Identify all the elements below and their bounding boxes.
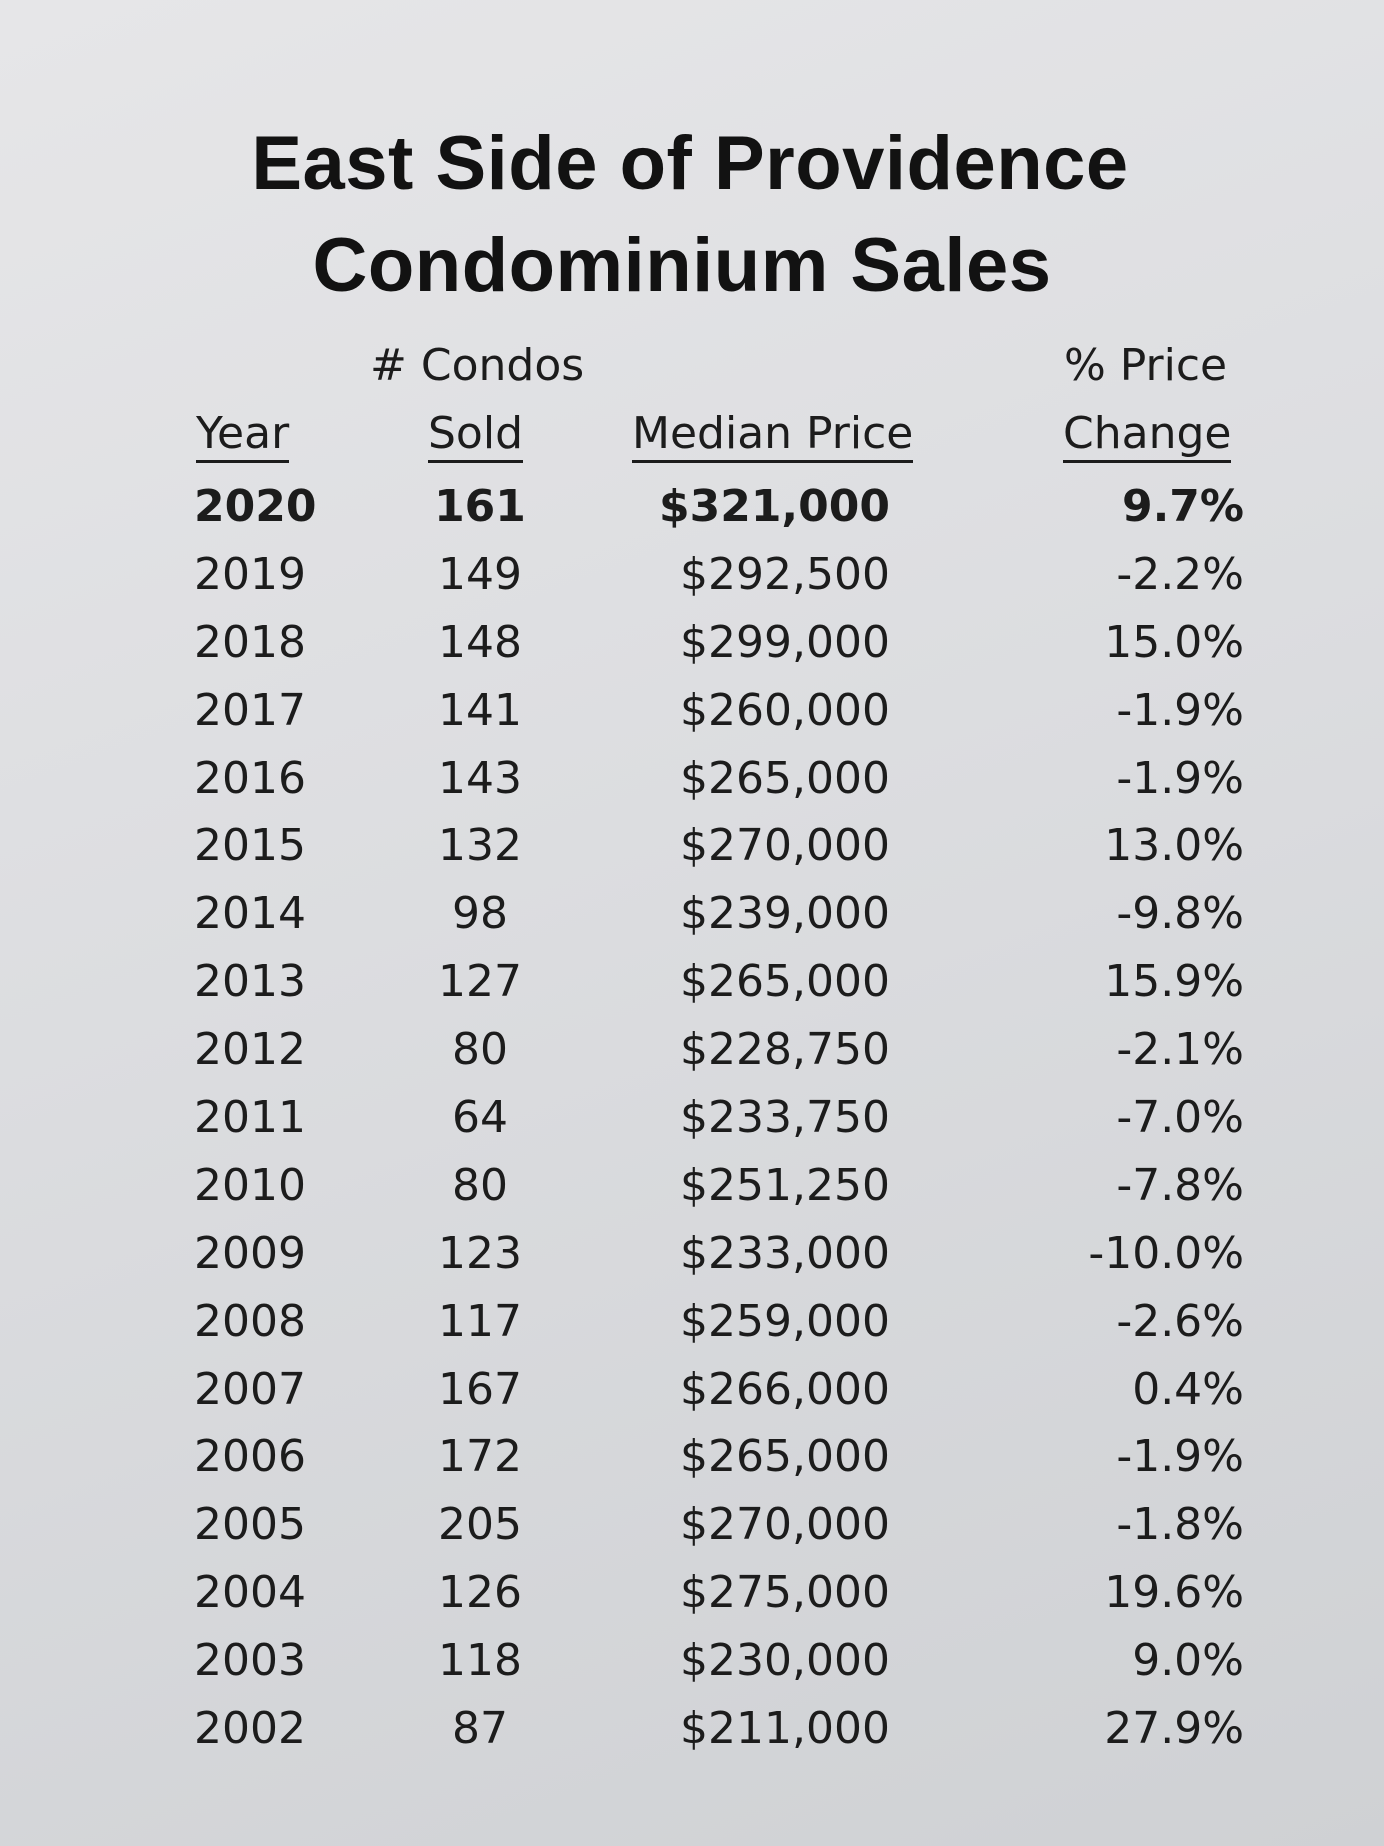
document-title-line1: East Side of Providence bbox=[251, 121, 1129, 206]
price-cell: $321,000 bbox=[658, 481, 890, 532]
year-cell: 2010 bbox=[194, 1159, 306, 1211]
sold-cell: 161 bbox=[434, 481, 526, 532]
sold-cell: 149 bbox=[438, 548, 522, 600]
header-sold-label: Sold bbox=[428, 408, 523, 463]
year-cell: 2017 bbox=[194, 684, 306, 736]
year-cell: 2020 bbox=[194, 481, 317, 532]
year-cell: 2006 bbox=[194, 1431, 306, 1483]
change-cell: -1.9% bbox=[1116, 1431, 1244, 1483]
sold-cell: 143 bbox=[438, 752, 522, 804]
table-row bbox=[0, 750, 1384, 818]
year-cell: 2009 bbox=[194, 1227, 306, 1279]
price-cell: $230,000 bbox=[680, 1635, 890, 1687]
year-cell: 2016 bbox=[194, 752, 306, 804]
sold-cell: 118 bbox=[438, 1635, 522, 1687]
sold-cell: 80 bbox=[452, 1159, 508, 1211]
year-cell: 2005 bbox=[194, 1499, 306, 1551]
header-sold-line1: # Condos bbox=[370, 340, 585, 391]
table-row bbox=[0, 953, 1384, 1021]
header-price-label: Median Price bbox=[632, 408, 913, 463]
change-cell: 27.9% bbox=[1104, 1703, 1244, 1755]
change-cell: -10.0% bbox=[1088, 1227, 1244, 1279]
table-row bbox=[0, 1632, 1384, 1700]
price-cell: $259,000 bbox=[680, 1295, 890, 1347]
table-row bbox=[0, 817, 1384, 885]
sold-cell: 126 bbox=[438, 1567, 522, 1619]
year-cell: 2008 bbox=[194, 1295, 306, 1347]
year-cell: 2011 bbox=[194, 1092, 306, 1144]
table-row bbox=[0, 1225, 1384, 1293]
change-cell: 13.0% bbox=[1104, 820, 1244, 872]
table-row bbox=[0, 1361, 1384, 1429]
year-cell: 2019 bbox=[194, 548, 306, 600]
header-change bbox=[1063, 408, 1231, 459]
change-cell: 15.9% bbox=[1104, 956, 1244, 1008]
header-price bbox=[632, 408, 913, 459]
price-cell: $266,000 bbox=[680, 1363, 890, 1415]
price-cell: $265,000 bbox=[680, 752, 890, 804]
sold-cell: 98 bbox=[452, 888, 508, 940]
price-cell: $211,000 bbox=[680, 1703, 890, 1755]
table-row bbox=[0, 1496, 1384, 1564]
sold-cell: 117 bbox=[438, 1295, 522, 1347]
year-cell: 2015 bbox=[194, 820, 306, 872]
change-cell: 0.4% bbox=[1132, 1363, 1244, 1415]
change-cell: -9.8% bbox=[1116, 888, 1244, 940]
price-cell: $233,000 bbox=[680, 1227, 890, 1279]
price-cell: $251,250 bbox=[680, 1159, 890, 1211]
sold-cell: 141 bbox=[438, 684, 522, 736]
table-row bbox=[0, 1700, 1384, 1768]
year-cell: 2014 bbox=[194, 888, 306, 940]
change-cell: -7.0% bbox=[1116, 1092, 1244, 1144]
change-cell: -1.9% bbox=[1116, 684, 1244, 736]
sold-cell: 205 bbox=[438, 1499, 522, 1551]
sold-cell: 123 bbox=[438, 1227, 522, 1279]
price-cell: $265,000 bbox=[680, 956, 890, 1008]
table-row bbox=[0, 682, 1384, 750]
change-cell: 9.0% bbox=[1132, 1635, 1244, 1687]
year-cell: 2002 bbox=[194, 1703, 306, 1755]
table-row bbox=[0, 478, 1384, 546]
change-cell: 15.0% bbox=[1104, 616, 1244, 668]
table-row bbox=[0, 1089, 1384, 1157]
sold-cell: 127 bbox=[438, 956, 522, 1008]
price-cell: $270,000 bbox=[680, 1499, 890, 1551]
sold-cell: 80 bbox=[452, 1024, 508, 1076]
change-cell: -1.8% bbox=[1116, 1499, 1244, 1551]
price-cell: $239,000 bbox=[680, 888, 890, 940]
header-year-label: Year bbox=[196, 408, 289, 463]
sold-cell: 148 bbox=[438, 616, 522, 668]
price-cell: $270,000 bbox=[680, 820, 890, 872]
sold-cell: 132 bbox=[438, 820, 522, 872]
change-cell: -7.8% bbox=[1116, 1159, 1244, 1211]
year-cell: 2018 bbox=[194, 616, 306, 668]
year-cell: 2004 bbox=[194, 1567, 306, 1619]
sales-table bbox=[0, 478, 1384, 1768]
sold-cell: 87 bbox=[452, 1703, 508, 1755]
sold-cell: 167 bbox=[438, 1363, 522, 1415]
header-change-label: Change bbox=[1063, 408, 1231, 463]
table-row bbox=[0, 1021, 1384, 1089]
price-cell: $228,750 bbox=[680, 1024, 890, 1076]
table-row bbox=[0, 885, 1384, 953]
change-cell: -2.6% bbox=[1116, 1295, 1244, 1347]
sold-cell: 64 bbox=[452, 1092, 508, 1144]
change-cell: 19.6% bbox=[1104, 1567, 1244, 1619]
table-row bbox=[0, 614, 1384, 682]
table-row bbox=[0, 1293, 1384, 1361]
change-cell: -1.9% bbox=[1116, 752, 1244, 804]
price-cell: $233,750 bbox=[680, 1092, 890, 1144]
header-sold bbox=[428, 408, 523, 459]
header-year bbox=[196, 408, 289, 459]
header-change-line1: % Price bbox=[1064, 340, 1228, 391]
table-row bbox=[0, 1428, 1384, 1496]
table-row bbox=[0, 1157, 1384, 1225]
price-cell: $275,000 bbox=[680, 1567, 890, 1619]
price-cell: $260,000 bbox=[680, 684, 890, 736]
change-cell: -2.2% bbox=[1116, 548, 1244, 600]
price-cell: $265,000 bbox=[680, 1431, 890, 1483]
table-row bbox=[0, 1564, 1384, 1632]
year-cell: 2003 bbox=[194, 1635, 306, 1687]
price-cell: $299,000 bbox=[680, 616, 890, 668]
price-cell: $292,500 bbox=[680, 548, 890, 600]
year-cell: 2007 bbox=[194, 1363, 306, 1415]
document-title-line2: Condominium Sales bbox=[312, 223, 1052, 308]
sold-cell: 172 bbox=[438, 1431, 522, 1483]
year-cell: 2012 bbox=[194, 1024, 306, 1076]
year-cell: 2013 bbox=[194, 956, 306, 1008]
change-cell: 9.7% bbox=[1121, 481, 1244, 532]
table-row bbox=[0, 546, 1384, 614]
change-cell: -2.1% bbox=[1116, 1024, 1244, 1076]
